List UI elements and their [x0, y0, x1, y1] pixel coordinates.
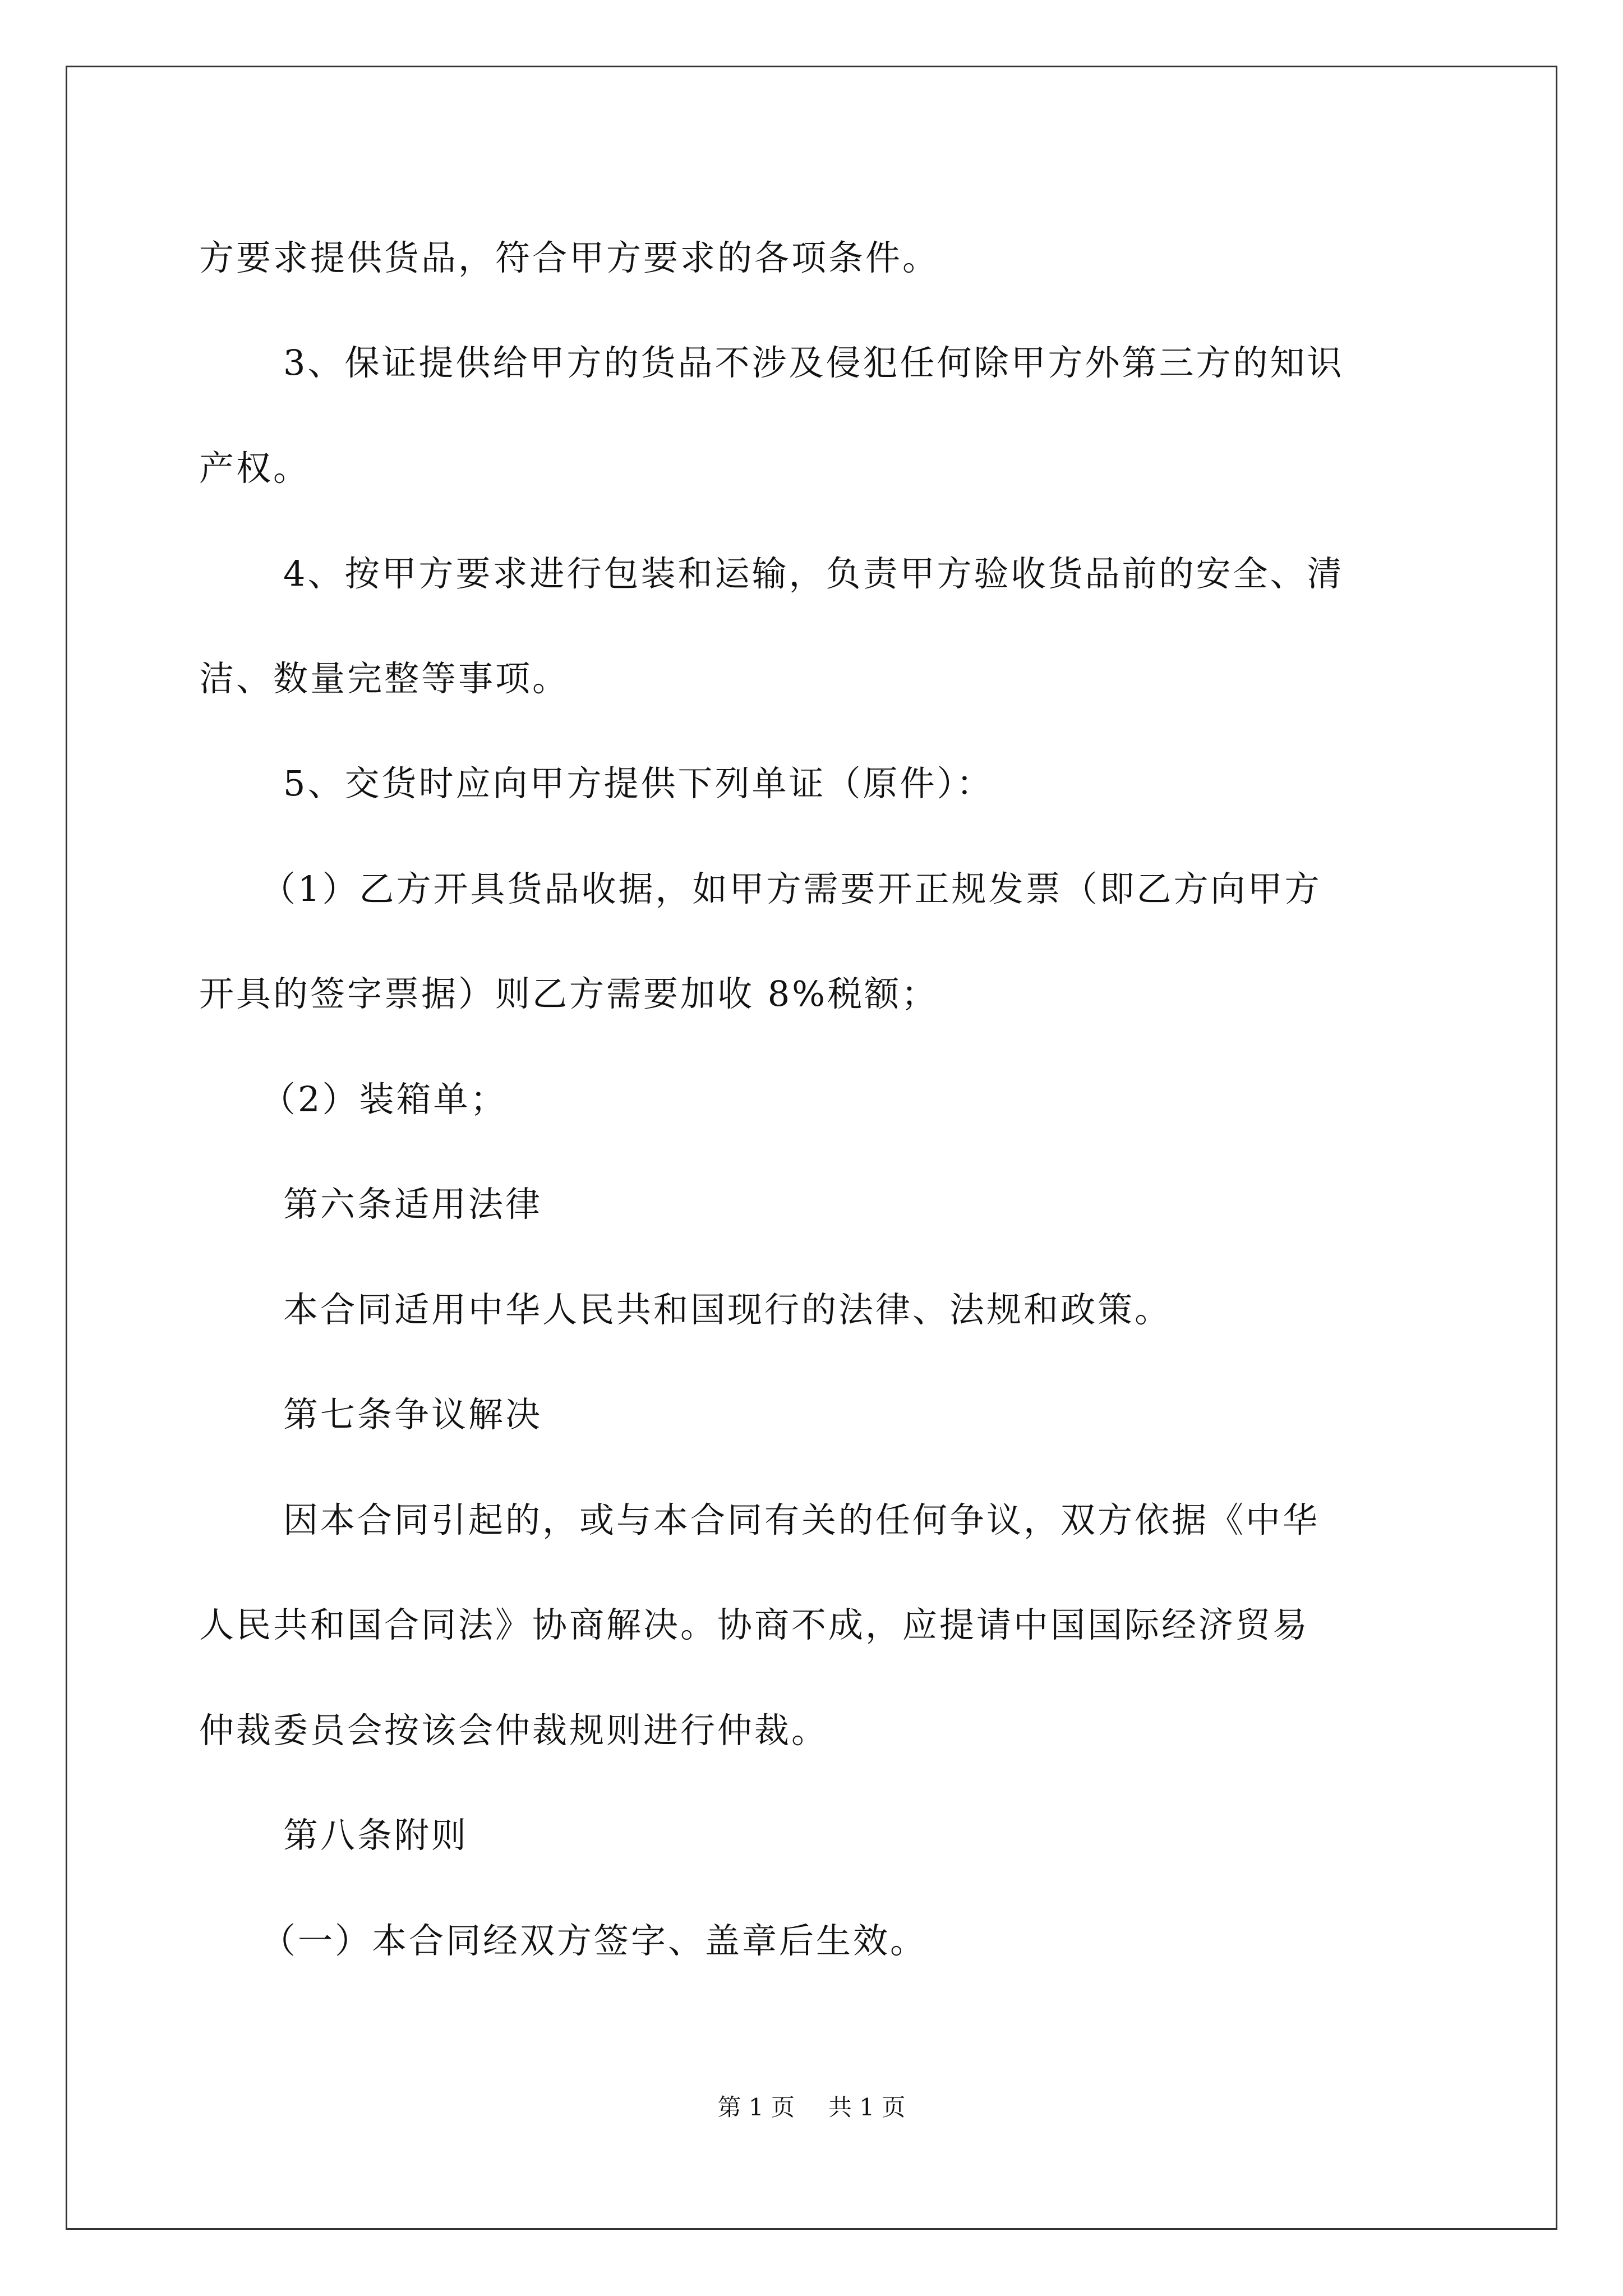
page-number-total: 共 1 页 — [828, 2093, 906, 2121]
body-line: 5、交货时应向甲方提供下列单证（原件）： — [283, 763, 994, 804]
section-heading: 第七条争议解决 — [283, 1394, 543, 1435]
body-line: 人民共和国合同法》协商解决。协商不成，应提请中国国际经济贸易 — [199, 1604, 1310, 1645]
body-line: 4、按甲方要求进行包装和运输，负责甲方验收货品前的安全、清 — [283, 553, 1344, 594]
page-border — [66, 66, 1557, 2230]
body-line: 3、保证提供给甲方的货品不涉及侵犯任何除甲方外第三方的知识 — [283, 342, 1344, 383]
body-line: 仲裁委员会按该会仲裁规则进行仲裁。 — [199, 1710, 829, 1751]
page-footer — [0, 2091, 1623, 2124]
body-line: 本合同适用中华人民共和国现行的法律、法规和政策。 — [283, 1289, 1172, 1330]
body-line: 洁、数量完整等事项。 — [199, 658, 570, 699]
body-line: （2）装箱单； — [261, 1079, 508, 1120]
body-line: 因本合同引起的，或与本合同有关的任何争议，双方依据《中华 — [283, 1499, 1320, 1540]
page-number-current: 第 1 页 — [717, 2093, 795, 2121]
body-line: 产权。 — [199, 448, 311, 489]
body-line: 方要求提供货品，符合甲方要求的各项条件。 — [199, 237, 940, 278]
section-heading: 第六条适用法律 — [283, 1184, 543, 1225]
body-line: 开具的签字票据）则乙方需要加收 8%税额； — [199, 973, 939, 1014]
body-line: （1）乙方开具货品收据，如甲方需要开正规发票（即乙方向甲方 — [261, 868, 1322, 909]
section-heading: 第八条附则 — [283, 1815, 469, 1856]
body-line: （一）本合同经双方签字、盖章后生效。 — [261, 1920, 928, 1961]
